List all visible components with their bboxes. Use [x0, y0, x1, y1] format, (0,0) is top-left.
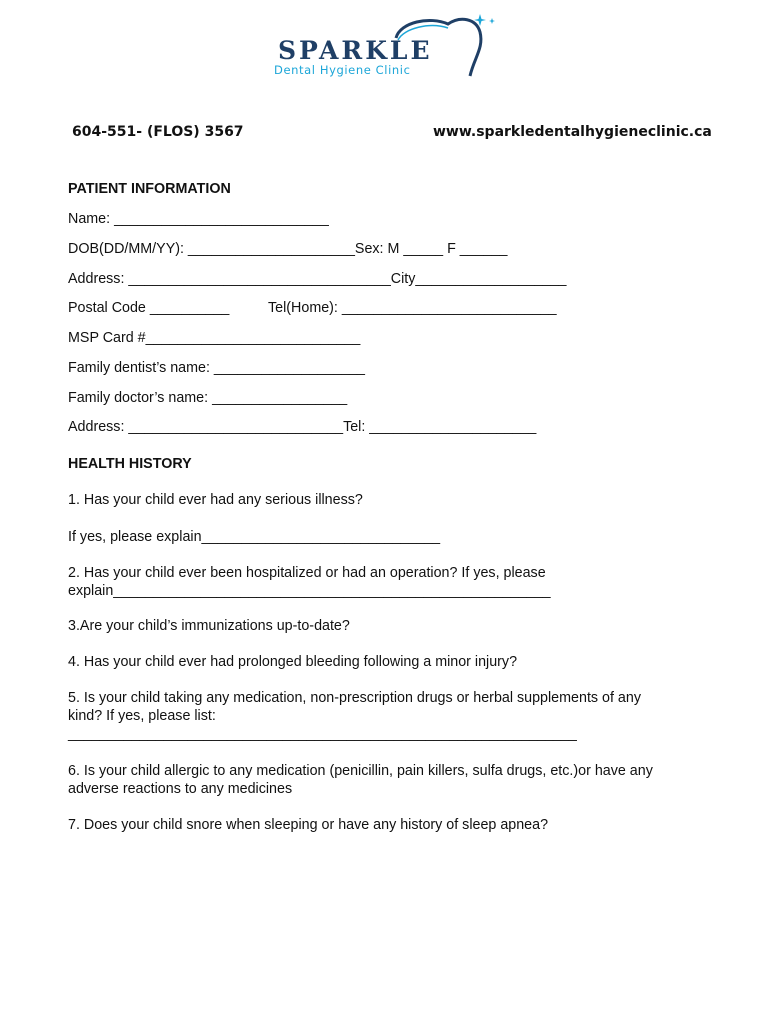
question-1-explain-field[interactable]: If yes, please explain______________________________ — [68, 529, 441, 545]
question-2-explain-field[interactable]: explain_______________________________________________________ — [68, 583, 551, 599]
tel-home-field[interactable]: Tel(Home): ___________________________ — [268, 300, 557, 316]
family-doctor-field[interactable]: Family doctor’s name: _________________ — [68, 390, 348, 406]
sparkle-icon — [472, 12, 502, 32]
question-6-cont: adverse reactions to any medicines — [68, 781, 293, 797]
doctor-address-tel-field[interactable]: Address: ___________________________Tel: _____________________ — [68, 419, 537, 435]
address-city-field[interactable]: Address: _________________________________City___________________ — [68, 271, 567, 287]
health-history-heading: HEALTH HISTORY — [68, 456, 192, 472]
question-2: 2. Has your child ever been hospitalized or had an operation? If yes, please — [68, 565, 546, 581]
question-5-cont: kind? If yes, please list: — [68, 708, 216, 724]
clinic-website[interactable]: www.sparkledentalhygieneclinic.ca — [433, 124, 712, 140]
question-5: 5. Is your child taking any medication, non-prescription drugs or herbal supplements of any — [68, 690, 641, 706]
question-4: 4. Has your child ever had prolonged bleeding following a minor injury? — [68, 654, 518, 670]
family-dentist-field[interactable]: Family dentist’s name: ___________________ — [68, 360, 366, 376]
name-field[interactable]: Name: ___________________________ — [68, 211, 329, 227]
question-3: 3.Are your child’s immunizations up-to-date? — [68, 618, 350, 634]
msp-card-field[interactable]: MSP Card #___________________________ — [68, 330, 361, 346]
postal-code-field[interactable]: Postal Code __________ — [68, 300, 230, 316]
dob-sex-field[interactable]: DOB(DD/MM/YY): _____________________Sex: M _____ F ______ — [68, 241, 508, 257]
logo-tagline: Dental Hygiene Clinic — [274, 63, 411, 77]
question-1: 1. Has your child ever had any serious illness? — [68, 492, 363, 508]
patient-info-heading: PATIENT INFORMATION — [68, 181, 231, 197]
clinic-phone: 604-551- (FLOS) 3567 — [72, 124, 244, 140]
question-6: 6. Is your child allergic to any medication (penicillin, pain killers, sulfa drugs, etc.)or have any — [68, 763, 653, 779]
clinic-logo — [270, 14, 500, 78]
logo-name: SPARKLE — [278, 36, 433, 65]
question-7: 7. Does your child snore when sleeping or have any history of sleep apnea? — [68, 817, 549, 833]
question-5-list-field[interactable]: ________________________________________________________________ — [68, 726, 577, 742]
